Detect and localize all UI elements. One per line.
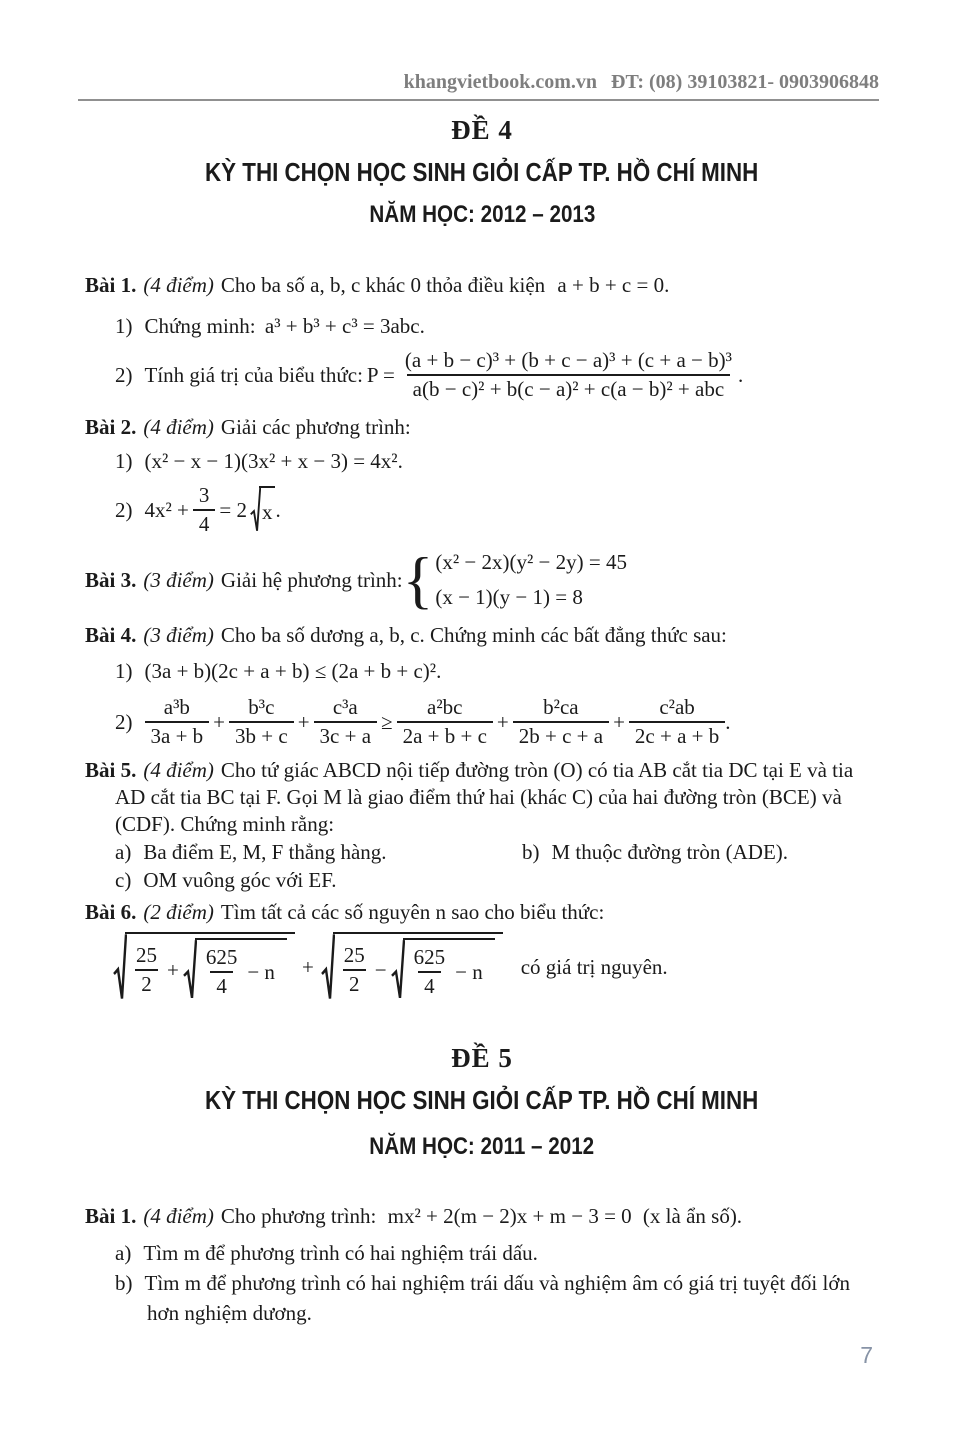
problem-3	[85, 543, 879, 615]
minus-n-term: − n	[455, 960, 483, 984]
fraction-numerator: 25	[136, 942, 157, 967]
system-equation-2: (x − 1)(y − 1) = 8	[435, 585, 583, 609]
problem-1-item-2	[85, 347, 879, 403]
item-text: Tính giá trị của biểu thức:	[144, 363, 363, 387]
problem-2-text: Giải các phương trình:	[220, 415, 411, 439]
math-pre: 4x² +	[144, 498, 189, 522]
item-label: 1)	[115, 659, 133, 683]
problem-5-item-c	[115, 866, 879, 894]
problem-4	[85, 620, 879, 650]
exam4-year: NĂM HỌC: 2012 – 2013	[369, 201, 595, 228]
square-root	[250, 486, 276, 533]
problem-4-item-1	[115, 656, 879, 686]
fraction-numerator: a³b	[163, 695, 190, 719]
problem-math: mx² + 2(m − 2)x + m − 3 = 0	[387, 1204, 632, 1228]
problem-3-label: Bài 3.	[85, 567, 137, 592]
fraction	[229, 694, 294, 750]
fraction-denominator: 2c + a + b	[629, 721, 725, 750]
fraction-numerator: 625	[205, 945, 238, 969]
fraction-denominator: 2a + b + c	[397, 721, 493, 750]
problem-5-item-b	[522, 838, 788, 866]
problem-1-points: (4 điểm)	[143, 273, 214, 297]
page-header	[85, 70, 879, 94]
fraction	[130, 942, 163, 998]
math-period: .	[275, 498, 281, 522]
problem-4-points: (3 điểm)	[143, 623, 214, 647]
header-divider	[78, 99, 879, 101]
problem-2-points: (4 điểm)	[143, 415, 214, 439]
item-label: a)	[115, 840, 132, 864]
plus-sign: +	[213, 710, 226, 734]
item-label: 1)	[115, 449, 133, 473]
header-website: khangvietbook.com.vn	[403, 71, 598, 93]
fraction-numerator: 25	[343, 942, 365, 967]
fraction	[513, 694, 609, 750]
fraction	[629, 694, 725, 750]
problem-math-tail: (x là ẩn số).	[642, 1204, 743, 1228]
item-math: (3a + b)(2c + a + b) ≤ (2a + b + c)².	[144, 659, 442, 683]
inner-square-root	[391, 938, 495, 1001]
problem-6-expression	[113, 932, 879, 1002]
problem-1-item-1	[115, 311, 879, 341]
item-text: OM vuông góc với EF.	[143, 868, 337, 892]
problem-3-text: Giải hệ phương trình:	[220, 567, 403, 592]
math-period: .	[725, 710, 731, 734]
fraction	[145, 694, 210, 750]
radicand: x	[259, 486, 276, 533]
plus-sign: +	[496, 710, 509, 734]
math-period: .	[737, 363, 744, 387]
problem-4-label: Bài 4.	[85, 623, 137, 647]
item-text: Chứng minh:	[144, 314, 256, 338]
fraction-denominator: 4	[210, 971, 233, 1000]
item-math: (x² − x − 1)(3x² + x − 3) = 4x².	[144, 449, 403, 473]
exam4-subtitle: KỲ THI CHỌN HỌC SINH GIỎI CẤP TP. HỒ CHÍ MINH	[205, 157, 759, 187]
plus-sign: +	[613, 710, 625, 734]
minus-sign: −	[374, 957, 387, 982]
fraction	[314, 694, 378, 750]
problem-1	[85, 270, 879, 300]
problem-5-text: Cho tứ giác ABCD nội tiếp đường tròn (O) có tia AB cắt tia DC tại E và tia AD cắt tia BC tại F. Gọi M là giao điểm thứ hai (khác C) của hai đường tròn (BCE) và (CDF). Chứng minh rằng:	[115, 758, 854, 836]
exam5-problem-1	[85, 1200, 879, 1232]
exam4-subtitle-wrap	[85, 157, 879, 192]
item-text: Tìm m để phương trình có hai nghiệm trái dấu và nghiệm âm có giá trị tuyệt đối lớn hơn nghiệm dương.	[144, 1271, 850, 1325]
item-label: 2)	[115, 498, 133, 522]
problem-1-text: Cho ba số a, b, c khác 0 thỏa điều kiện	[220, 273, 546, 297]
exam4-title: ĐỀ 4	[451, 115, 513, 145]
radicand	[195, 938, 287, 1001]
item-text: Tìm m để phương trình có hai nghiệm trái dấu.	[143, 1241, 538, 1265]
fraction	[408, 944, 452, 1000]
problem-6-text: Tìm tất cả các số nguyên n sao cho biểu thức:	[220, 900, 605, 924]
item-label: 2)	[115, 710, 133, 734]
math-lhs: P =	[366, 363, 395, 387]
header-phone: ĐT: (08) 39103821- 0903906848	[611, 71, 879, 93]
problem-1-label: Bài 1.	[85, 273, 137, 297]
item-label: b)	[115, 1271, 133, 1295]
exam5-subtitle: KỲ THI CHỌN HỌC SINH GIỎI CẤP TP. HỒ CHÍ MINH	[205, 1085, 759, 1115]
page-number: 7	[860, 1342, 873, 1368]
fraction	[338, 942, 371, 998]
plus-sign: +	[301, 955, 314, 979]
plus-sign: +	[297, 710, 310, 734]
radicand	[125, 932, 295, 1002]
problem-points: (4 điểm)	[143, 1204, 214, 1228]
problem-3-points: (3 điểm)	[143, 567, 214, 592]
problem-6	[85, 897, 879, 927]
fraction-numerator: c²ab	[659, 695, 695, 719]
problem-6-points: (2 điểm)	[143, 900, 214, 924]
radicand	[403, 938, 495, 1001]
fraction-denominator: 4	[193, 509, 216, 538]
square-root	[321, 932, 503, 1002]
item-label: c)	[115, 868, 132, 892]
item-text: M thuộc đường tròn (ADE).	[551, 840, 789, 864]
fraction-denominator: 2	[343, 969, 366, 998]
fraction-denominator: 4	[418, 971, 441, 1000]
fraction-numerator: c³a	[332, 695, 358, 719]
fraction	[200, 944, 244, 1000]
problem-2-item-2	[85, 482, 879, 538]
plus-sign: +	[167, 957, 179, 982]
item-text: Ba điểm E, M, F thẳng hàng.	[143, 840, 387, 864]
problem-5	[85, 757, 879, 838]
math-mid: = 2	[219, 498, 247, 522]
fraction-numerator: 625	[413, 945, 446, 969]
equation-system	[402, 543, 627, 615]
minus-n-term: − n	[247, 960, 275, 984]
problem-5-points: (4 điểm)	[143, 758, 214, 782]
exam5-problem-1-item-b	[85, 1268, 879, 1328]
item-label: a)	[115, 1241, 132, 1265]
problem-2-item-1	[115, 446, 879, 476]
problem-2	[85, 412, 879, 442]
fraction	[399, 347, 738, 403]
problem-6-label: Bài 6.	[85, 900, 137, 924]
fraction-numerator: b²ca	[543, 695, 579, 719]
exam5-problem-1-item-a	[85, 1238, 879, 1268]
item-label: b)	[522, 840, 540, 864]
fraction-denominator: 3c + a	[314, 721, 378, 750]
fraction	[193, 482, 216, 538]
fraction-numerator: 3	[198, 483, 210, 507]
problem-text: Cho phương trình:	[220, 1204, 377, 1228]
item-label: 2)	[115, 363, 133, 387]
exam5-title: ĐỀ 5	[451, 1043, 513, 1073]
system-brace: {	[402, 543, 434, 615]
problem-label: Bài 1.	[85, 1204, 137, 1228]
fraction	[397, 694, 493, 750]
problem-1-math: a + b + c = 0.	[557, 273, 670, 297]
fraction-numerator: a²bc	[427, 695, 463, 719]
fraction-denominator: 2b + c + a	[513, 721, 609, 750]
expression-tail: có giá trị nguyên.	[520, 955, 668, 979]
radicand	[333, 932, 503, 1002]
problem-4-text: Cho ba số dương a, b, c. Chứng minh các bất đẳng thức sau:	[220, 623, 727, 647]
item-math: a³ + b³ + c³ = 3abc.	[264, 314, 425, 338]
problem-5-label: Bài 5.	[85, 758, 137, 782]
fraction-numerator: b³c	[248, 695, 275, 719]
fraction-denominator: 2	[135, 969, 158, 998]
fraction-denominator: 3b + c	[229, 721, 294, 750]
square-root	[113, 932, 295, 1002]
exam5-year-wrap	[85, 1133, 879, 1164]
item-label: 1)	[115, 314, 133, 338]
problem-5-item-a	[115, 838, 522, 866]
fraction-numerator: (a + b − c)³ + (b + c − a)³ + (c + a − b)³	[404, 348, 732, 372]
exam5-year: NĂM HỌC: 2011 – 2012	[369, 1133, 595, 1160]
inner-square-root	[183, 938, 287, 1001]
fraction-denominator: a(b − c)² + b(c − a)² + c(a − b)² + abc	[407, 374, 730, 403]
exam5-subtitle-wrap	[85, 1085, 879, 1120]
problem-5-items-ab	[85, 838, 879, 866]
system-equations	[435, 548, 627, 611]
problem-2-label: Bài 2.	[85, 415, 137, 439]
exam4-year-wrap	[85, 201, 879, 232]
fraction-denominator: 3a + b	[145, 721, 210, 750]
greater-equal-sign: ≥	[381, 710, 393, 734]
system-equation-1: (x² − 2x)(y² − 2y) = 45	[435, 550, 627, 574]
problem-4-item-2	[85, 694, 879, 750]
